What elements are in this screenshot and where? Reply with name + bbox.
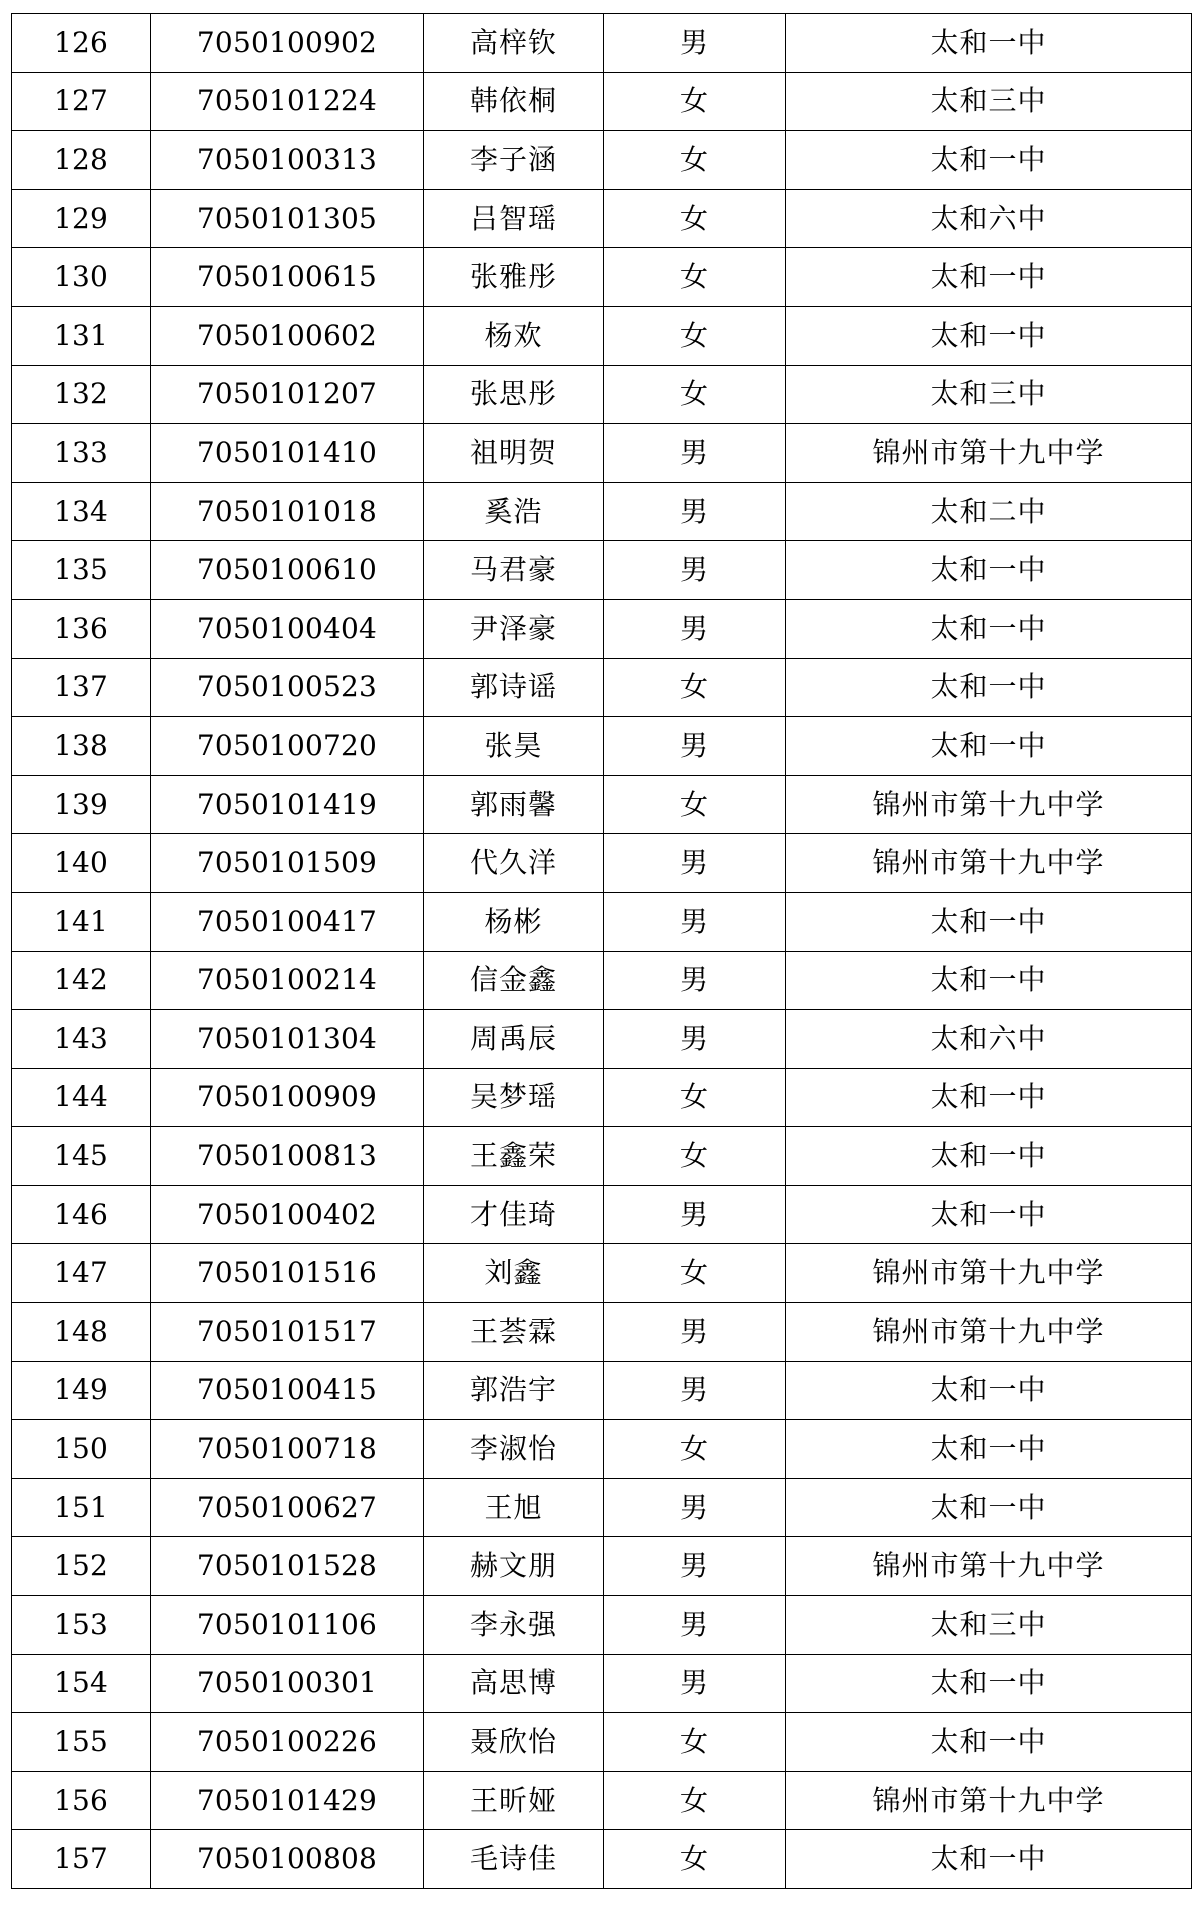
name-cell: 才佳琦 xyxy=(424,1185,604,1244)
school-cell: 太和一中 xyxy=(786,14,1192,73)
name-cell: 杨彬 xyxy=(424,892,604,951)
exam-id-cell: 7050101106 xyxy=(151,1596,424,1655)
school-cell: 太和一中 xyxy=(786,1654,1192,1713)
row-number-cell: 146 xyxy=(12,1185,151,1244)
name-cell: 代久洋 xyxy=(424,834,604,893)
row-number-cell: 128 xyxy=(12,131,151,190)
school-cell: 太和一中 xyxy=(786,1361,1192,1420)
table-row xyxy=(12,131,1192,190)
table-row xyxy=(12,1596,1192,1655)
row-number-cell: 145 xyxy=(12,1127,151,1186)
gender-cell: 男 xyxy=(604,541,786,600)
table-row xyxy=(12,658,1192,717)
name-cell: 张思彤 xyxy=(424,365,604,424)
exam-id-cell: 7050101224 xyxy=(151,72,424,131)
gender-cell: 男 xyxy=(604,599,786,658)
gender-cell: 女 xyxy=(604,1068,786,1127)
school-cell: 太和一中 xyxy=(786,1478,1192,1537)
table-body xyxy=(12,14,1192,1889)
table-row xyxy=(12,14,1192,73)
name-cell: 毛诗佳 xyxy=(424,1830,604,1889)
school-cell: 太和六中 xyxy=(786,189,1192,248)
school-cell: 太和一中 xyxy=(786,951,1192,1010)
name-cell: 李淑怡 xyxy=(424,1420,604,1479)
gender-cell: 男 xyxy=(604,1303,786,1362)
exam-id-cell: 7050100610 xyxy=(151,541,424,600)
name-cell: 王鑫荣 xyxy=(424,1127,604,1186)
school-cell: 太和一中 xyxy=(786,892,1192,951)
row-number-cell: 149 xyxy=(12,1361,151,1420)
exam-id-cell: 7050101429 xyxy=(151,1771,424,1830)
name-cell: 刘鑫 xyxy=(424,1244,604,1303)
gender-cell: 男 xyxy=(604,951,786,1010)
exam-id-cell: 7050101304 xyxy=(151,1010,424,1069)
table-row xyxy=(12,1771,1192,1830)
exam-id-cell: 7050100214 xyxy=(151,951,424,1010)
row-number-cell: 150 xyxy=(12,1420,151,1479)
row-number-cell: 139 xyxy=(12,775,151,834)
name-cell: 郭浩宇 xyxy=(424,1361,604,1420)
gender-cell: 男 xyxy=(604,482,786,541)
exam-id-cell: 7050100813 xyxy=(151,1127,424,1186)
table-row xyxy=(12,1185,1192,1244)
row-number-cell: 127 xyxy=(12,72,151,131)
table-row xyxy=(12,599,1192,658)
exam-id-cell: 7050100404 xyxy=(151,599,424,658)
exam-id-cell: 7050100615 xyxy=(151,248,424,307)
gender-cell: 男 xyxy=(604,834,786,893)
school-cell: 锦州市第十九中学 xyxy=(786,834,1192,893)
school-cell: 锦州市第十九中学 xyxy=(786,424,1192,483)
school-cell: 太和一中 xyxy=(786,1185,1192,1244)
name-cell: 王旭 xyxy=(424,1478,604,1537)
gender-cell: 男 xyxy=(604,1478,786,1537)
name-cell: 祖明贺 xyxy=(424,424,604,483)
row-number-cell: 130 xyxy=(12,248,151,307)
row-number-cell: 129 xyxy=(12,189,151,248)
document-page xyxy=(11,13,1191,1889)
row-number-cell: 148 xyxy=(12,1303,151,1362)
table-row xyxy=(12,189,1192,248)
row-number-cell: 155 xyxy=(12,1713,151,1772)
gender-cell: 男 xyxy=(604,424,786,483)
row-number-cell: 157 xyxy=(12,1830,151,1889)
table-row xyxy=(12,306,1192,365)
table-row xyxy=(12,1420,1192,1479)
school-cell: 太和二中 xyxy=(786,482,1192,541)
row-number-cell: 153 xyxy=(12,1596,151,1655)
school-cell: 锦州市第十九中学 xyxy=(786,1537,1192,1596)
name-cell: 尹泽豪 xyxy=(424,599,604,658)
name-cell: 吴梦瑶 xyxy=(424,1068,604,1127)
exam-id-cell: 7050101410 xyxy=(151,424,424,483)
exam-id-cell: 7050100718 xyxy=(151,1420,424,1479)
school-cell: 太和一中 xyxy=(786,1420,1192,1479)
table-row xyxy=(12,1654,1192,1713)
row-number-cell: 136 xyxy=(12,599,151,658)
school-cell: 太和三中 xyxy=(786,72,1192,131)
table-row xyxy=(12,1303,1192,1362)
exam-id-cell: 7050100301 xyxy=(151,1654,424,1713)
school-cell: 太和一中 xyxy=(786,599,1192,658)
table-row xyxy=(12,541,1192,600)
table-row xyxy=(12,1537,1192,1596)
table-row xyxy=(12,72,1192,131)
table-row xyxy=(12,365,1192,424)
school-cell: 太和一中 xyxy=(786,1830,1192,1889)
table-row xyxy=(12,482,1192,541)
row-number-cell: 137 xyxy=(12,658,151,717)
school-cell: 太和一中 xyxy=(786,1127,1192,1186)
exam-id-cell: 7050101305 xyxy=(151,189,424,248)
exam-id-cell: 7050100417 xyxy=(151,892,424,951)
table-row xyxy=(12,1127,1192,1186)
table-row xyxy=(12,1830,1192,1889)
exam-id-cell: 7050100523 xyxy=(151,658,424,717)
name-cell: 周禹辰 xyxy=(424,1010,604,1069)
gender-cell: 女 xyxy=(604,1127,786,1186)
exam-id-cell: 7050100902 xyxy=(151,14,424,73)
school-cell: 锦州市第十九中学 xyxy=(786,775,1192,834)
name-cell: 赫文朋 xyxy=(424,1537,604,1596)
row-number-cell: 138 xyxy=(12,717,151,776)
row-number-cell: 132 xyxy=(12,365,151,424)
name-cell: 韩依桐 xyxy=(424,72,604,131)
name-cell: 郭雨馨 xyxy=(424,775,604,834)
row-number-cell: 151 xyxy=(12,1478,151,1537)
gender-cell: 女 xyxy=(604,1830,786,1889)
exam-id-cell: 7050101517 xyxy=(151,1303,424,1362)
school-cell: 太和一中 xyxy=(786,131,1192,190)
name-cell: 高梓钦 xyxy=(424,14,604,73)
row-number-cell: 144 xyxy=(12,1068,151,1127)
row-number-cell: 134 xyxy=(12,482,151,541)
exam-id-cell: 7050100415 xyxy=(151,1361,424,1420)
exam-id-cell: 7050100909 xyxy=(151,1068,424,1127)
school-cell: 锦州市第十九中学 xyxy=(786,1244,1192,1303)
name-cell: 奚浩 xyxy=(424,482,604,541)
row-number-cell: 156 xyxy=(12,1771,151,1830)
gender-cell: 男 xyxy=(604,1596,786,1655)
row-number-cell: 135 xyxy=(12,541,151,600)
name-cell: 王昕娅 xyxy=(424,1771,604,1830)
row-number-cell: 126 xyxy=(12,14,151,73)
exam-id-cell: 7050100808 xyxy=(151,1830,424,1889)
gender-cell: 男 xyxy=(604,1361,786,1420)
row-number-cell: 154 xyxy=(12,1654,151,1713)
gender-cell: 女 xyxy=(604,248,786,307)
gender-cell: 女 xyxy=(604,775,786,834)
name-cell: 吕智瑶 xyxy=(424,189,604,248)
gender-cell: 男 xyxy=(604,1010,786,1069)
gender-cell: 女 xyxy=(604,1244,786,1303)
table-row xyxy=(12,248,1192,307)
school-cell: 太和六中 xyxy=(786,1010,1192,1069)
name-cell: 王荟霖 xyxy=(424,1303,604,1362)
name-cell: 高思博 xyxy=(424,1654,604,1713)
exam-id-cell: 7050101509 xyxy=(151,834,424,893)
school-cell: 锦州市第十九中学 xyxy=(786,1771,1192,1830)
gender-cell: 男 xyxy=(604,892,786,951)
row-number-cell: 142 xyxy=(12,951,151,1010)
school-cell: 太和一中 xyxy=(786,717,1192,776)
name-cell: 杨欢 xyxy=(424,306,604,365)
exam-id-cell: 7050101528 xyxy=(151,1537,424,1596)
table-row xyxy=(12,1713,1192,1772)
gender-cell: 女 xyxy=(604,658,786,717)
name-cell: 李永强 xyxy=(424,1596,604,1655)
exam-id-cell: 7050101018 xyxy=(151,482,424,541)
gender-cell: 女 xyxy=(604,131,786,190)
table-row xyxy=(12,775,1192,834)
exam-id-cell: 7050100402 xyxy=(151,1185,424,1244)
school-cell: 锦州市第十九中学 xyxy=(786,1303,1192,1362)
row-number-cell: 141 xyxy=(12,892,151,951)
school-cell: 太和三中 xyxy=(786,365,1192,424)
exam-id-cell: 7050100226 xyxy=(151,1713,424,1772)
school-cell: 太和一中 xyxy=(786,541,1192,600)
table-row xyxy=(12,1478,1192,1537)
gender-cell: 男 xyxy=(604,14,786,73)
name-cell: 张昊 xyxy=(424,717,604,776)
gender-cell: 女 xyxy=(604,1420,786,1479)
gender-cell: 女 xyxy=(604,1713,786,1772)
name-cell: 信金鑫 xyxy=(424,951,604,1010)
table-row xyxy=(12,1010,1192,1069)
exam-id-cell: 7050101516 xyxy=(151,1244,424,1303)
table-row xyxy=(12,892,1192,951)
exam-id-cell: 7050101207 xyxy=(151,365,424,424)
table-row xyxy=(12,1244,1192,1303)
table-row xyxy=(12,717,1192,776)
school-cell: 太和一中 xyxy=(786,306,1192,365)
row-number-cell: 140 xyxy=(12,834,151,893)
gender-cell: 女 xyxy=(604,189,786,248)
table-row xyxy=(12,1068,1192,1127)
row-number-cell: 152 xyxy=(12,1537,151,1596)
table-row xyxy=(12,834,1192,893)
gender-cell: 男 xyxy=(604,717,786,776)
gender-cell: 女 xyxy=(604,1771,786,1830)
row-number-cell: 133 xyxy=(12,424,151,483)
name-cell: 郭诗谣 xyxy=(424,658,604,717)
table-row xyxy=(12,951,1192,1010)
exam-id-cell: 7050100720 xyxy=(151,717,424,776)
name-cell: 张雅彤 xyxy=(424,248,604,307)
exam-id-cell: 7050100602 xyxy=(151,306,424,365)
table-row xyxy=(12,1361,1192,1420)
exam-id-cell: 7050100627 xyxy=(151,1478,424,1537)
school-cell: 太和一中 xyxy=(786,248,1192,307)
gender-cell: 女 xyxy=(604,365,786,424)
school-cell: 太和三中 xyxy=(786,1596,1192,1655)
row-number-cell: 143 xyxy=(12,1010,151,1069)
row-number-cell: 147 xyxy=(12,1244,151,1303)
name-cell: 马君豪 xyxy=(424,541,604,600)
school-cell: 太和一中 xyxy=(786,658,1192,717)
name-cell: 聂欣怡 xyxy=(424,1713,604,1772)
row-number-cell: 131 xyxy=(12,306,151,365)
gender-cell: 男 xyxy=(604,1185,786,1244)
table-row xyxy=(12,424,1192,483)
student-roster-table xyxy=(11,13,1192,1889)
gender-cell: 男 xyxy=(604,1537,786,1596)
exam-id-cell: 7050100313 xyxy=(151,131,424,190)
school-cell: 太和一中 xyxy=(786,1713,1192,1772)
name-cell: 李子涵 xyxy=(424,131,604,190)
school-cell: 太和一中 xyxy=(786,1068,1192,1127)
gender-cell: 女 xyxy=(604,306,786,365)
gender-cell: 男 xyxy=(604,1654,786,1713)
exam-id-cell: 7050101419 xyxy=(151,775,424,834)
gender-cell: 女 xyxy=(604,72,786,131)
